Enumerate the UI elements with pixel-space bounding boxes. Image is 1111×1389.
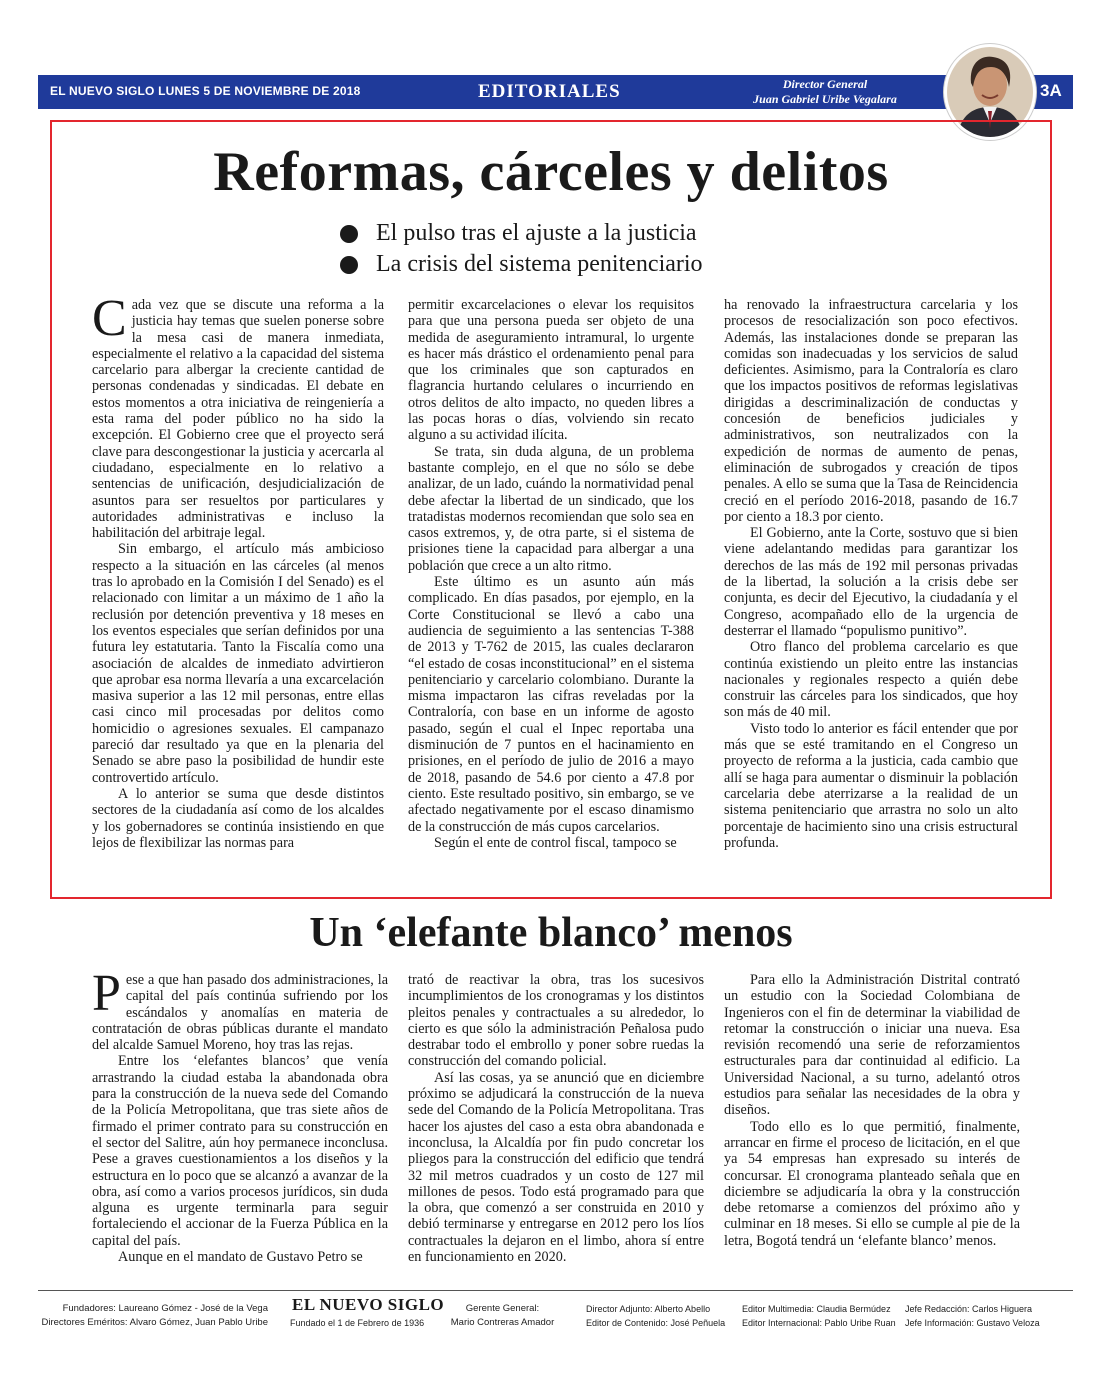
- paragraph: Según el ente de control fiscal, tampoco se: [434, 834, 677, 851]
- paragraph: ha renovado la infraestructura carcelaria y los procesos de resocialización son poco efectivos. Además, las instalaciones donde se preparan las comidas son inadecuadas y los servicios de salud deficientes. Asimismo, para la Contraloría es claro que los impactos positivos de reformas legislativas dirigidas a descriminalización de conductas y concesión de beneficios judiciales y administrativos, son neutralizados con la expedición de normas de aumento de penas, eliminación de subrogados y creación de tipos penales. A ello se suma que la Tasa de Reincidencia creció en el período 2016-2018, pasando de 16.7 por ciento a 18.3 por ciento.: [724, 297, 1018, 525]
- footer-founders-block: [40, 1302, 268, 1330]
- paragraph-text: ada vez que se discute una reforma a la justicia hay temas que suelen ponerse sobre la mesa casi de manera inmediata, especialmente el relativo a la capacidad del sistema carcelario para albergar la creciente cantidad de personas condenadas y sindicadas. El debate en estos momentos a otra iniciativa de reingeniería a esta rama del poder público no ha sido la excepción. El Gobierno cree que el proyecto será clave para descongestionar la justicia y acercarla al ciudadano, especialmente en lo relativo a sentencias de unificación, desjudicialización de asuntos para ser resueltos por particulares y autoridades administrativas e incluso la habilitación del arbitraje legal.: [92, 297, 384, 542]
- manager-block: [440, 1302, 565, 1330]
- founders: Fundadores: Laureano Gómez - José de la Vega: [62, 1303, 268, 1314]
- paragraph: Aunque en el mandato de Gustavo Petro se: [118, 1249, 363, 1266]
- newspaper-logo: EL NUEVO SIGLO: [292, 1295, 445, 1314]
- paragraph-text: ese a que han pasado dos administraciones, la capital del país continúa sufriendo por los escándalos y anomalías en materia de contratación de obras públicas durante el mandato del alcalde Samuel Moreno, hoy tras las rejas.: [92, 972, 388, 1054]
- manager-name: Mario Contreras Amador: [450, 1317, 555, 1328]
- paragraph: Otro flanco del problema carcelario es que continúa existiendo un pleito entre las instancias nacionales y regionales respecto a quién debe construir las cárceles para los sindicados, que hoy son más de 40 mil.: [724, 639, 1018, 721]
- subhead-item: [340, 249, 703, 280]
- paragraph: A lo anterior se suma que desde distintos sectores de la ciudadanía así como de los alcaldes y los gobernadores se continúa insistiendo en que lejos de flexibilizar las normas para: [92, 785, 384, 851]
- international-editor: Editor Internacional: Pablo Uribe Ruan: [742, 1318, 896, 1328]
- paragraph: Este último es un asunto aún más complicado. En días pasados, por ejemplo, en la Corte Constitucional se llevó a cabo una audiencia de seguimiento a las sentencias T-388 de 2013 y T-762 de 2015, las cuales declararon “el estado de cosas inconstitucional” en el sistema penitenciario y carcelario colombiano. Durante la misma impactaron las cifras reveladas por la Contraloría, con base en un informe de agosto pasado, según el cual el Inpec reportaba una disminución de 7 puntos en el hacinamiento en prisiones, en el período de julio de 2016 a mayo de 2018, pasando de 54.6 por ciento a 47.8 por ciento. Este resultado positivo, sin embargo, se ve afectado negativamente por el escaso dinamismo de la construcción de más cupos carcelarios.: [408, 574, 694, 835]
- paragraph: Se trata, sin duda alguna, de un problema bastante complejo, en el que no sólo se debe analizar, de un lado, cuándo la normatividad penal debe afectar la libertad de un sindicado, que los tratadistas modernos recomiendan que solo sea en casos extremos, y, de otra parte, si el sistema de prisiones tiene la capacidad para albergar a una población que crece a un alto ritmo.: [408, 443, 694, 574]
- paragraph: Así las cosas, ya se anunció que en diciembre próximo se adjudicará la construcción de la nueva sede del Comando de la Policía Metropolitana. Tras hacer los ajustes del caso a esta obra abandonada e inconclusa, la Alcaldía por fin pudo concretar los pliegos para la construcción del edificio que tendrá 32 mil metros cuadrados y un costo de 127 mil millones de pesos. Todo está programado para que la obra, que comenzó a ser construida en 2010 y debió terminarse y entregarse en 2012 pero los líos contractuales la dejaron en el limbo, ahora sí entre en funcionamiento en 2020.: [408, 1069, 704, 1266]
- section-title: EDITORIALES: [478, 81, 621, 102]
- founded-date: Fundado el 1 de Febrero de 1936: [290, 1318, 425, 1328]
- director-name: Juan Gabriel Uribe Vegalara: [753, 92, 897, 106]
- editorial-2-column-2: [408, 972, 704, 1265]
- director-role: Director General: [782, 77, 868, 91]
- paragraph: Entre los ‘elefantes blancos’ que venía arrastrando la ciudad estaba la abandonada obra para la construcción de la nueva sede del Comando de la Policía Metropolitana, que tras siete años de firmado el primer contrato para su construcción en el sector del Salitre, aún hoy permanece inconclusa. Pese a graves cuestionamientos a los diseños y la estructura en lo poco que se alcanzó a avanzar de la obra, así como a varios procesos jurídicos, sin duda alguna es urgente terminarla para seguir fortaleciendo el accionar de la Fuerza Pública en la capital del país.: [92, 1053, 388, 1249]
- editorial-column-3: [724, 297, 1018, 851]
- paragraph: Sin embargo, el artículo más ambicioso respecto a la situación en las cárceles (al menos tras lo aprobado en la Comisión I del Senado) es el relacionado con limitar a un máximo de 1 año la reclusión por detención preventiva y 18 meses en los eventos especiales que serían definidos por una futura ley estatutaria. Tanto la Fiscalía como una asociación de alcaldes de inmediato advirtieron que aprobar esa norma llevaría a una excarcelación masiva superior a las 12 mil personas, entre ellas casi cinco mil procesadas por delitos como homicidio o agresiones sexuales. El campanazo pareció dar resultado ya que en la plenaria del Senado se abre paso la posibilidad de hundir este controvertido artículo.: [92, 541, 384, 786]
- subhead-item: [340, 218, 703, 249]
- bullet-icon: [340, 225, 358, 243]
- multimedia-editor: Editor Multimedia: Claudia Bermúdez: [742, 1304, 891, 1314]
- newsroom-chief: Jefe Redacción: Carlos Higuera: [905, 1304, 1033, 1314]
- drop-cap: C: [92, 290, 127, 347]
- paragraph: Para ello la Administración Distrital contrató un estudio con la Sociedad Colombiana de Ingenieros con el fin de determinar la viabilidad de retomar la construcción o iniciar una nueva. Esa revisión recomendó una serie de reforzamientos estructurales para dar continuidad al edificio. La Universidad Nacional, a su turno, adelantó otros estudios para señalar las necesidades de la obra y diseños.: [724, 972, 1020, 1119]
- drop-cap: P: [92, 965, 121, 1022]
- editorial-2-column-3: [724, 972, 1020, 1249]
- paragraph: Todo ello es lo que permitió, finalmente, arrancar en firme el proceso de licitación, en el que ya 54 empresas han expresado su interés de concursar. El cronograma planteado señala que en diciembre se adjudicaría la obra y la construcción debe retomarse a comienzos del próximo año y culminar en 18 meses. Si ello se cumple al pie de la letra, Bogotá tendrá un ‘elefante blanco’ menos.: [724, 1118, 1020, 1249]
- content-editor: Editor de Contenido: José Peñuela: [586, 1318, 726, 1328]
- editors-block-1: [586, 1302, 736, 1330]
- bullet-icon: [340, 256, 358, 274]
- header-date: EL NUEVO SIGLO LUNES 5 DE NOVIEMBRE DE 2018: [50, 84, 361, 98]
- footer-divider: [38, 1290, 1073, 1291]
- deputy-director: Director Adjunto: Alberto Abello: [586, 1304, 711, 1314]
- page-number: 3A: [1040, 81, 1062, 100]
- paragraph: permitir excarcelaciones o elevar los requisitos para que una persona pueda ser objeto de una medida de aseguramiento intramural, lo urgente es hacer más drástico el ordenamiento penal para que los criminales que son capturados en flagrancia hurtando celulares o incurriendo en otros delitos de alto impacto, no queden libres a las pocas horas o días, volviendo sin recato alguno a su actividad ilícita.: [408, 297, 694, 444]
- info-chief: Jefe Información: Gustavo Veloza: [905, 1318, 1040, 1328]
- editors-block-2: [742, 1302, 897, 1330]
- paragraph: [92, 290, 384, 542]
- editorial-column-1: [92, 290, 384, 851]
- editorial-2-column-1: [92, 965, 388, 1266]
- editors-block-3: [905, 1302, 1065, 1330]
- paragraph: El Gobierno, ante la Corte, sostuvo que si bien viene adelantando medidas para garantizar los derechos de las más de 192 mil personas privadas de la libertad, la solución a la crisis debe ser conjunta, es decir del Ejecutivo, la ciudadanía y el Congreso, acompañado ello de la urgencia de desterrar el llamado “populismo punitivo”.: [724, 525, 1018, 639]
- editorial-column-2: [408, 297, 694, 851]
- editorial-2-title: Un ‘elefante blanco’ menos: [309, 910, 793, 956]
- paragraph: [92, 965, 388, 1054]
- director-block: [730, 77, 920, 107]
- directors-emeritus: Directores Eméritos: Alvaro Gómez, Juan Pablo Uribe: [41, 1317, 268, 1328]
- editorial-title: Reformas, cárceles y delitos: [213, 141, 889, 203]
- subhead-text: La crisis del sistema penitenciario: [376, 251, 703, 277]
- paragraph: Visto todo lo anterior es fácil entender que por más que se esté tramitando en el Congreso un proyecto de reforma a la justicia, cada cambio que allí se haga para aumentar o disminuir la población carcelaria debe aterrizarse a la realidad de un sistema penitenciario que arrastra no solo un alto porcentaje de hacimiento sino una crisis estructural profunda.: [724, 720, 1018, 851]
- subhead-text: El pulso tras el ajuste a la justicia: [376, 220, 697, 246]
- paragraph: trató de reactivar la obra, tras los sucesivos incumplimientos de los cronogramas y los distintos pleitos penales y contractuales a su alrededor, lo cierto es que sólo la administración Peñalosa pudo destrabar todo el embrollo y poner sobre ruedas la construcción del comando policial.: [408, 972, 704, 1070]
- manager-role: Gerente General:: [465, 1303, 540, 1314]
- editorial-subheads: [340, 218, 703, 280]
